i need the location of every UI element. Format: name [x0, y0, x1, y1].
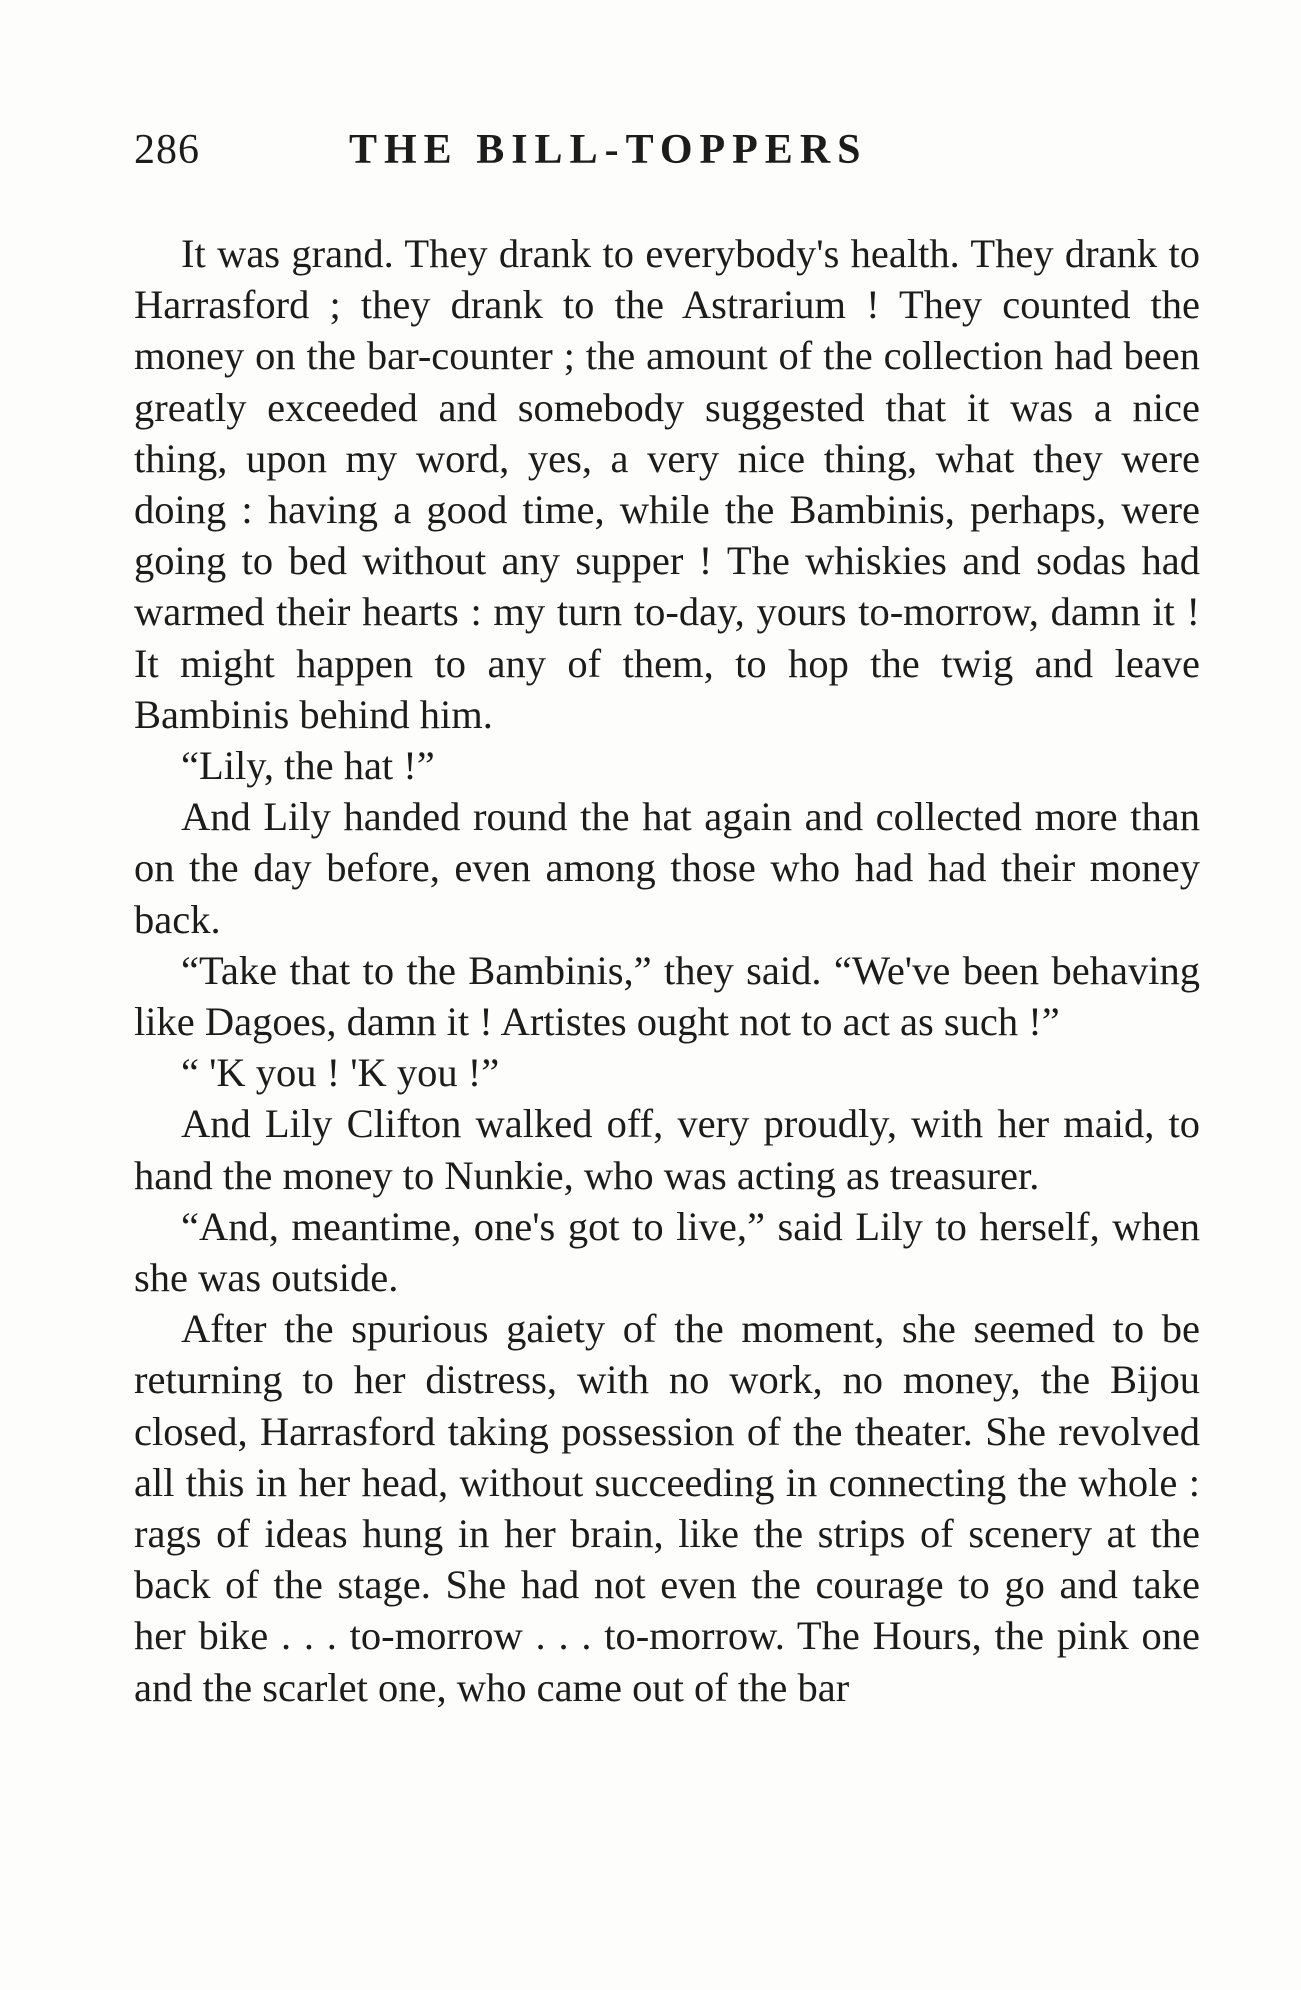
paragraph: It was grand. They drank to everybody's health. They drank to Harrasford ; they drank to the Astrarium ! They counted the money on the bar-counter ; the amount of the collection had been greatly exceeded and somebody suggested that it was a nice thing, upon my word, yes, a very nice thing, what they were doing : having a good time, while the Bambinis, perhaps, were going to bed without any supper ! The whiskies and sodas had warmed their hearts : my turn to-day, yours to-morrow, damn it ! It might happen to any of them, to hop the twig and leave Bambinis behind him. [134, 231, 1200, 737]
paragraph: And Lily handed round the hat again and collected more than on the day before, even among those who had had their money back. [134, 794, 1200, 942]
running-head: THE BILL-TOPPERS [349, 127, 868, 173]
paragraph: “Take that to the Bambinis,” they said. “We've been behaving like Dagoes, damn it ! Artistes ought not to act as such !” [134, 947, 1200, 1045]
paragraph: “And, meantime, one's got to live,” said Lily to herself, when she was outside. [134, 1203, 1200, 1301]
paragraph: “Lily, the hat !” [181, 743, 435, 789]
paragraph: “ 'K you ! 'K you !” [181, 1050, 500, 1096]
page-number: 286 [134, 127, 200, 173]
body-text [134, 228, 1200, 1713]
paragraph: After the spurious gaiety of the moment, she seemed to be returning to her distress, with no work, no money, the Bijou closed, Harrasford taking possession of the theater. She revolved all this in her head, without succeeding in connecting the whole : rags of ideas hung in her brain, like the strips of scenery at the back of the stage. She had not even the courage to go and take her bike . . . to-morrow . . . to-morrow. The Hours, the pink one and the scarlet one, who came out of the bar [134, 1306, 1200, 1710]
paragraph: And Lily Clifton walked off, very proudly, with her maid, to hand the money to Nunkie, who was acting as treasurer. [134, 1101, 1200, 1198]
page-header [134, 126, 1200, 186]
